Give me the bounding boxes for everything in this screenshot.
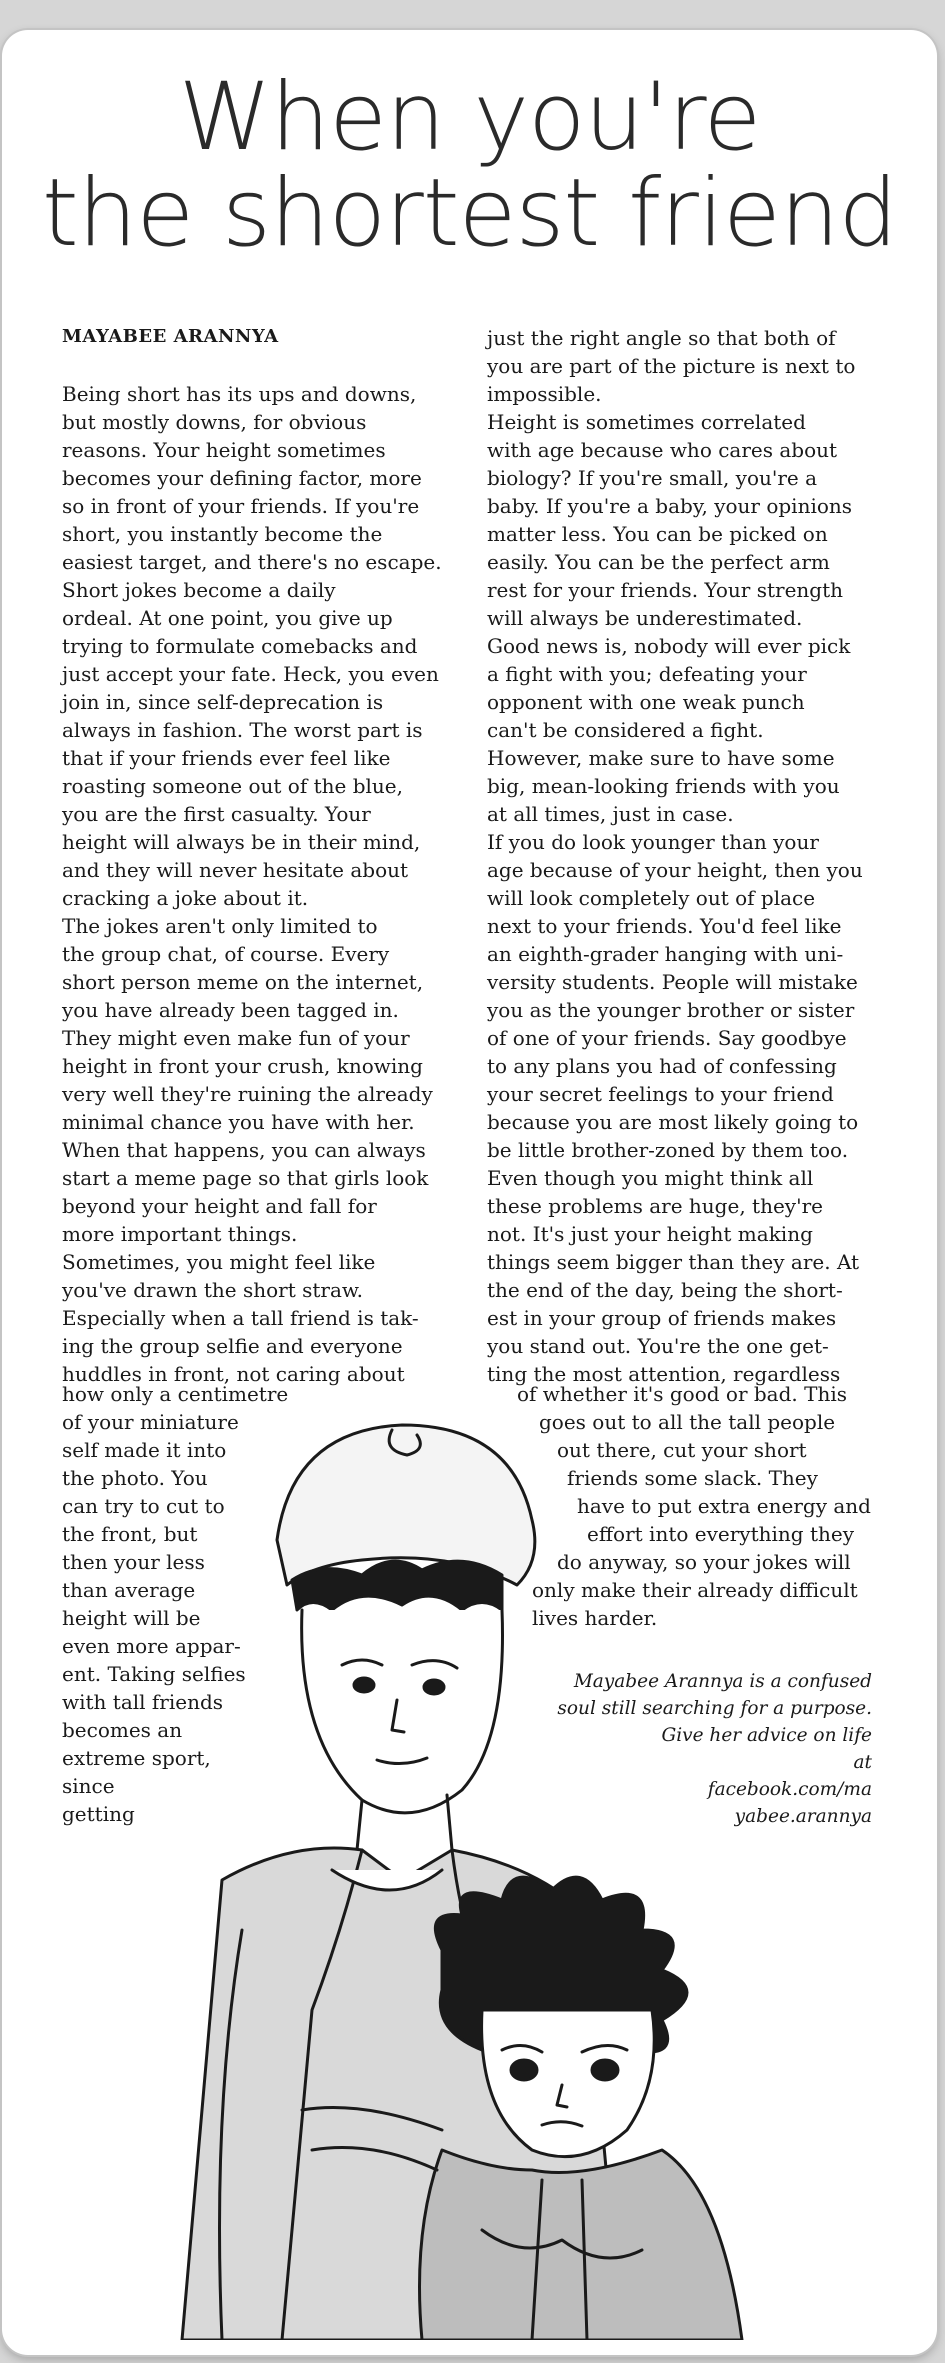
taper-line: only make their already difficult <box>532 1578 858 1602</box>
newspaper-page <box>2 30 937 2355</box>
left-column-text: Being short has its ups and downs, but mostly downs, for obvious reasons. Your height sometimes becomes your defining factor, more so in front of your friends. If you're short, you instantly become the easiest target, and there's no escape. Short jokes become a daily ordeal. At one point, you give up trying to formulate comebacks and just accept your fate. Heck, you even join in, since self-deprecation is always in fashion. The worst part is that if your friends ever feel like roasting someone out of the blue, you are the first casualty. Your height will always be in their mind, and they will never hesitate about cracking a joke about it. The jokes aren't only limited to the group chat, of course. Every short person meme on the internet, you have already been tagged in. They might even make fun of your height in front your crush, knowing very well they're ruining the already minimal chance you have with her. When that happens, you can always start a meme page so that girls look beyond your height and fall for more important things. Sometimes, you might feel like you've drawn the short straw. Especially when a tall friend is tak- ing the group selfie and everyone huddles in front, not caring about <box>62 382 442 1386</box>
taper-line: goes out to all the tall people <box>539 1410 836 1434</box>
taper-line: have to put extra energy and <box>577 1494 871 1518</box>
article-headline <box>2 63 937 268</box>
taper-line: do anyway, so your jokes will <box>557 1550 851 1574</box>
taper-line: out there, cut your short <box>557 1438 807 1462</box>
left-column-narrow-text: how only a centimetre of your miniature self made it into the photo. You can try to cut to the front, but then your less than average height will be even more appar- ent. Taking selfies with tall friends becomes an extreme sport, since getting <box>62 1382 289 1826</box>
headline-line-1: When you're <box>178 63 761 172</box>
taper-line: of whether it's good or bad. This <box>517 1382 847 1406</box>
author-bio: Mayabee Arannya is a confused soul still searching for a purpose. Give her advice on life at facebook.com/ma yabee.arannya <box>557 1671 872 1827</box>
taper-line: friends some slack. They <box>567 1466 818 1490</box>
headline-line-2: the shortest friend <box>41 159 898 268</box>
two-friends-sketch-icon <box>62 1410 882 2340</box>
author-byline: MAYABEE ARANNYA <box>62 326 279 347</box>
right-column-text: just the right angle so that both of you are part of the picture is next to impossible. Height is sometimes correlated with age because who cares about biology? If you're small, you're a baby. If you're a baby, your opinions matter less. You can be picked on easily. You can be the perfect arm rest for your friends. Your strength will always be underestimated. Good news is, nobody will ever pick a fight with you; defeating your opponent with one weak punch can't be considered a fight. However, make sure to have some big, mean-looking friends with you at all times, just in case. If you do look younger than your age because of your height, then you will look completely out of place next to your friends. You'd feel like an eighth-grader hanging with uni- versity students. People will mistake you as the younger brother or sister of one of your friends. Say goodbye to any plans you had of confessing your secret feelings to your friend because you are most likely going to be little brother-zoned by them too. Even though you might think all these problems are huge, they're not. It's just your height making things seem bigger than they are. At the end of the day, being the short- est in your group of friends makes you stand out. You're the one get- ting the most attention, regardless <box>487 326 863 1386</box>
taper-line: effort into everything they <box>587 1522 854 1546</box>
taper-line: lives harder. <box>532 1606 658 1630</box>
